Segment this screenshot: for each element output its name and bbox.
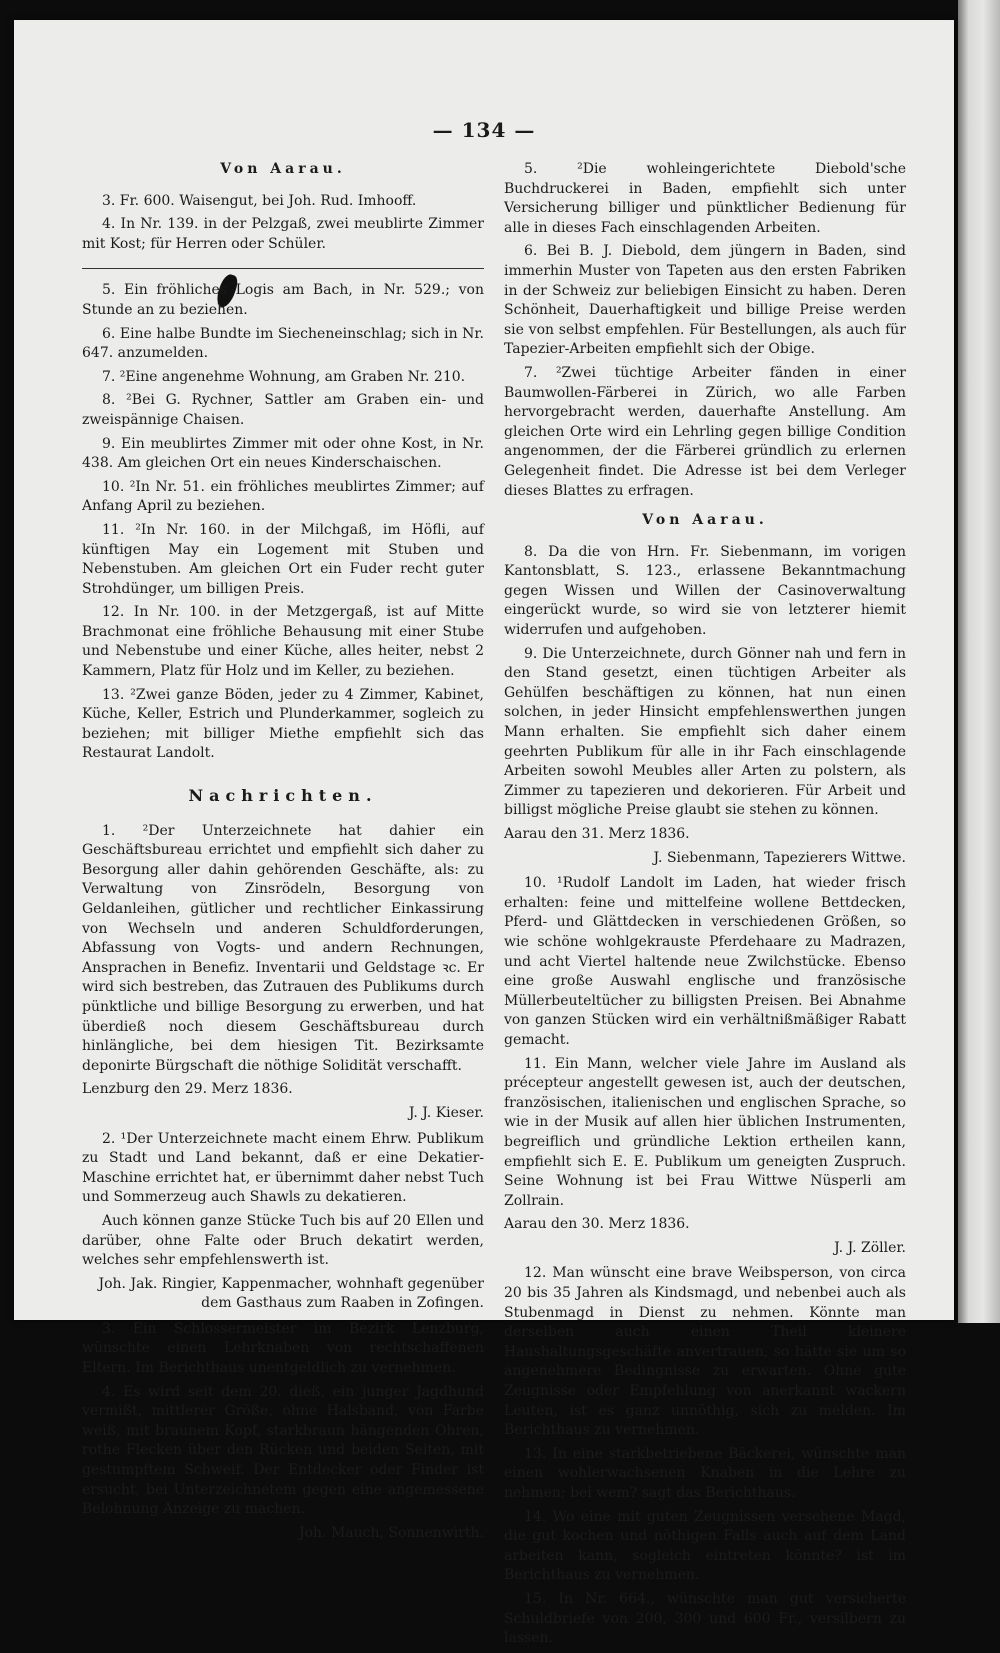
- notice: 14. Wo eine mit guten Zeugnissen versehene Magd, die gut kochen und nöthigen Falls auch auf dem Land arbeiten kann, sogleich eintreten könnte? ist im Berichthaus zu vernehmen.: [504, 1508, 906, 1584]
- notice: 8. ²Bei G. Rychner, Sattler am Graben ein- und zweispännige Chaisen.: [82, 392, 484, 428]
- notice-signature: J. Siebenmann, Tapezierers Wittwe.: [653, 849, 906, 866]
- notice: 12. In Nr. 100. in der Metzgergaß, ist auf Mitte Brachmonat eine fröhliche Behausung mit einer Stube und Nebenstube und einer Küche, alles heiter, nebst 2 Kammern, Platz für Holz und im Keller, zu beziehen.: [82, 604, 484, 680]
- notice: 4. Es wird seit dem 20. dieß, ein junger Jagdhund vermißt, mittlerer Größe, ohne Halsband, von Farbe weiß, mit braunem Kopf, starkbraun hängenden Ohren, rothe Flecken über den Rücken und beiden Seiten, mit gestumpftem Schweif. Der Entdecker oder Finder ist ersucht, bei Unterzeichnetem gegen eine angemessene Belohnung Anzeige zu machen.: [82, 1383, 484, 1518]
- section-heading-nachrichten: Nachrichten.: [188, 786, 378, 806]
- notice: 7. ²Zwei tüchtige Arbeiter fänden in einer Baumwollen-Färberei in Zürich, wo alle Farben hervorgebracht werden, dauerhafte Anstellung. Am gleichen Orte wird ein Lehrling gegen billige Condition angenommen, der die Färberei gründlich zu erlernen Gelegenheit findet. Die Adresse ist bei dem Verleger dieses Blattes zu erfragen.: [504, 364, 906, 499]
- notice-date: Aarau den 31. Merz 1836.: [504, 826, 690, 842]
- notice: 10. ¹Rudolf Landolt im Laden, hat wieder frisch erhalten: feine und mittelfeine wollene Bettdecken, Pferd- und Glättdecken in verschiedenen Größen, so wie schöne wohlgekrauste Pferdehaare zu Madrazen, und acht Viertel haltende neue Zwilchstücke. Ebenso eine große Auswahl englische und französische Müllerbeuteltücher zu billigsten Preisen. Bei Abnahme von ganzen Stücken wird ein verhältnißmäßiger Rabatt gemacht.: [504, 875, 906, 1048]
- notice: 12. Man wünscht eine brave Weibsperson, von circa 20 bis 35 Jahren als Kindsmagd, und nebenbei auch als Stubenmagd in Dienst zu nehmen. Könnte man derselben auch einen Theil kleinere Haushaltungsgeschäfte anvertrauen, so hätte sie um so angenehmere Bedingnisse zu erwarten. Ohne gute Zeugnisse oder Empfehlung von anerkannt wackern Leuten, ist es ganz unnöthig, sich zu melden. Im Berichthaus zu vernehmen.: [504, 1265, 906, 1439]
- notice: 6. Bei B. J. Diebold, dem jüngern in Baden, sind immerhin Muster von Tapeten aus den ersten Fabriken in der Schweiz zur beliebigen Einsicht zu haben. Deren Schönheit, Dauerhaftigkeit und billige Preise werden sie von selbst empfehlen. Für Bestellungen, als auch für Tapezier-Arbeiten empfiehlt sich der Obige.: [504, 243, 906, 358]
- next-page-edge: [958, 0, 1000, 1323]
- notice: 15. In Nr. 664., wünschte man gut versicherte Schuldbriefe von 200, 300 und 600 Fr., versilbern zu lassen.: [504, 1590, 906, 1647]
- notice-signature: Joh. Jak. Ringier, Kappenmacher, wohnhaft gegenüber dem Gasthaus zum Raaben in Zofingen.: [98, 1275, 484, 1312]
- notice: Auch können ganze Stücke Tuch bis auf 20 Ellen und darüber, ohne Falte oder Bruch dekatirt werden, welches sehr empfehlenswerth ist.: [82, 1212, 484, 1269]
- notice-date: Aarau den 30. Merz 1836.: [504, 1216, 690, 1233]
- section-heading-von-aarau: Von Aarau.: [642, 512, 768, 529]
- newspaper-page: [14, 20, 954, 1647]
- notice: 8. Da die von Hrn. Fr. Siebenmann, im vorigen Kantonsblatt, S. 123., erlassene Bekanntmachung gegen Wissen und Willen der Casinoverwaltung eingerückt wurde, so wird sie von letzterer hiemit widerrufen und aufgehoben.: [504, 543, 906, 639]
- notice-signature: Joh. Mauch, Sonnenwirth.: [298, 1524, 484, 1541]
- notice: 5. ²Die wohleingerichtete Diebold'sche Buchdruckerei in Baden, empfiehlt sich unter Versicherung billiger und pünktlicher Bedienung für alle in dieses Fach einschlagenden Arbeiten.: [504, 161, 906, 236]
- notice: 4. In Nr. 139. in der Pelzgaß, zwei meublirte Zimmer mit Kost; für Herren oder Schüler.: [82, 216, 484, 252]
- left-column: [82, 160, 484, 1549]
- notice: 10. ²In Nr. 51. ein fröhliches meublirtes Zimmer; auf Anfang April zu beziehen.: [82, 478, 484, 515]
- divider: [82, 268, 484, 269]
- notice: 6. Eine halbe Bundte im Siecheneinschlag; sich in Nr. 647. anzumelden.: [82, 325, 484, 362]
- notice: 5. Ein fröhliches Logis am Bach, in Nr. 529.; von Stunde an zu beziehen.: [82, 282, 484, 318]
- page-number: — 134 —: [432, 118, 536, 142]
- section-heading-von-aarau: Von Aarau.: [220, 161, 346, 177]
- right-column: [504, 160, 906, 1653]
- notice: 9. Ein meublirtes Zimmer mit oder ohne Kost, in Nr. 438. Am gleichen Ort ein neues Kinderschaischen.: [82, 435, 484, 472]
- notice: 7. ²Eine angenehme Wohnung, am Graben Nr. 210.: [102, 368, 466, 385]
- notice-signature: J. J. Kieser.: [408, 1104, 484, 1121]
- notice: 13. In eine starkbetriebene Bäckerei, wünschte man einen wohlerwachsenen Knaben in die Lehre zu nehmen; bei wem? sagt das Berichthaus.: [504, 1445, 906, 1501]
- notice: 2. ¹Der Unterzeichnete macht einem Ehrw. Publikum zu Stadt und Land bekannt, daß er eine Dekatier-Maschine errichtet hat, er übernimmt daher nebst Tuch und Sommerzeug auch Shawls zu dekatieren.: [82, 1130, 484, 1206]
- notice: 1. ²Der Unterzeichnete hat dahier ein Geschäftsbureau errichtet und empfiehlt sich daher zu Besorgung aller dahin gehörenden Geschäfte, als: zu Verwaltung von Zinsrödeln, Besorgung von Geldanleihen, gütlicher und rechtlicher Einkassirung von Wechseln und anderen Schuldforderungen, Abfassung von Vogts- und andern Rechnungen, Ansprachen in Benefiz. Inventarii und Geldstage ꝛc. Er wird sich bestreben, das Zutrauen des Publikums durch pünktliche und billige Besorgung zu erwerben, und hat überdieß noch diesem Geschäftsbureau durch hinlängliche, bei dem hiesigen Tit. Bezirksamte deponirte Bürgschaft die nöthige Solidität verschafft.: [82, 822, 484, 1074]
- notice: 3. Ein Schlossermeister im Bezirk Lenzburg, wünschte einen Lehrknaben von rechtschaffenen Eltern. Im Berichthaus unentgeldlich zu vernehmen.: [82, 1320, 484, 1377]
- notice: 11. ²In Nr. 160. in der Milchgaß, im Höfli, auf künftigen May ein Logement mit Stuben und Nebenstuben. Am gleichen Ort ein Fuder recht guter Strohdünger, um billigen Preis.: [82, 521, 484, 597]
- notice: 13. ²Zwei ganze Böden, jeder zu 4 Zimmer, Kabinet, Küche, Keller, Estrich und Plunderkammer, sogleich zu beziehen; mit billiger Miethe empfiehlt sich das Restaurat Landolt.: [82, 686, 484, 762]
- notice: 9. Die Unterzeichnete, durch Gönner nah und fern in den Stand gesetzt, einen tüchtigen Arbeiter als Gehülfen beschäftigen zu können, hat nun einen solchen, in jeder Hinsicht empfehlenswerthen jungen Mann erhalten. Sie empfiehlt sich daher einem geehrten Publikum für alle in ihr Fach einschlagende Arbeiten sowohl Meubles aller Arten zu polstern, als Zimmer zu tapezieren und dekorieren. Für Arbeit und billigst mögliche Preise glaubt sie stehen zu können.: [504, 645, 906, 819]
- notice-date: Lenzburg den 29. Merz 1836.: [82, 1081, 293, 1098]
- notice: 11. Ein Mann, welcher viele Jahre im Ausland als précepteur angestellt gewesen ist, auch der deutschen, französischen, italienischen und englischen Sprache, so wie in der Musik auf allen hier üblichen Instrumenten, begreiflich und gründliche Lektion ertheilen kann, empfiehlt sich E. E. Publikum um geneigten Zuspruch. Seine Wohnung ist bei Frau Wittwe Nüsperli am Zollrain.: [504, 1055, 906, 1209]
- notice: 3. Fr. 600. Waisengut, bei Joh. Rud. Imhooff.: [102, 192, 417, 209]
- notice-signature: J. J. Zöller.: [834, 1239, 906, 1256]
